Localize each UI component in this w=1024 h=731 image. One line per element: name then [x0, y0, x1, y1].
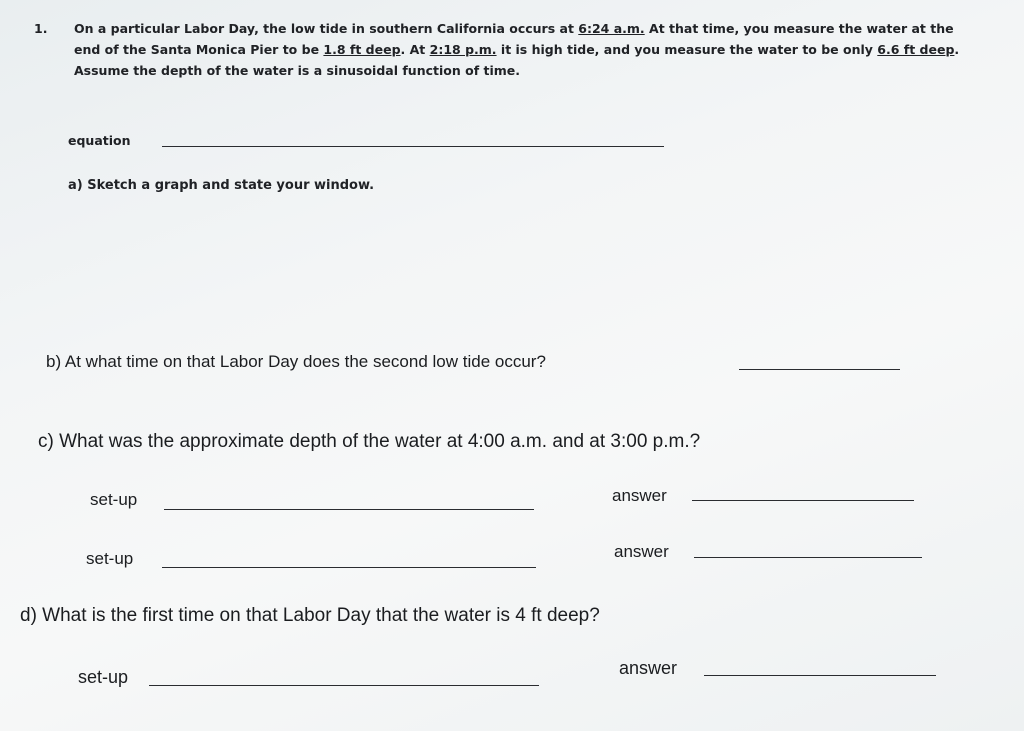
problem-text-part: . At	[400, 42, 430, 57]
part-c-answer-blank-2[interactable]	[694, 557, 922, 558]
problem-text-part: it is high tide, and you measure the water to be only	[496, 42, 878, 57]
part-b-question: b) At what time on that Labor Day does the second low tide occur?	[46, 352, 546, 371]
part-d-answer-label: answer	[619, 658, 678, 678]
problem-statement	[34, 18, 994, 81]
part-c-answer-label-2: answer	[614, 542, 669, 561]
high-tide-depth: 6.6 ft deep	[877, 42, 955, 57]
part-b-answer-blank[interactable]	[739, 369, 900, 370]
problem-text-part: . Assume the depth of the water is a sinusoidal function of time.	[74, 42, 960, 78]
problem-number: 1.	[34, 21, 48, 36]
equation-label: equation	[68, 133, 131, 148]
part-d-question: d) What is the first time on that Labor Day that the water is 4 ft deep?	[20, 605, 600, 626]
part-a-question: a) Sketch a graph and state your window.	[68, 178, 375, 193]
low-tide-time: 6:24 a.m.	[578, 21, 645, 36]
part-c-answer-blank-1[interactable]	[692, 500, 914, 501]
equation-blank[interactable]	[162, 146, 664, 147]
problem-text	[74, 18, 984, 81]
part-c-setup-blank-2[interactable]	[162, 567, 536, 568]
high-tide-time: 2:18 p.m.	[429, 42, 497, 57]
low-tide-depth: 1.8 ft deep	[323, 42, 401, 57]
part-d-setup-blank[interactable]	[149, 685, 539, 686]
part-c-setup-blank-1[interactable]	[164, 509, 534, 510]
part-d-setup-label: set-up	[78, 667, 129, 687]
problem-text-part: On a particular Labor Day, the low tide in southern California occurs at	[74, 21, 579, 36]
part-d-answer-blank[interactable]	[704, 675, 936, 676]
part-c-setup-label-1: set-up	[90, 490, 138, 509]
part-c-answer-label-1: answer	[612, 486, 667, 505]
part-c-setup-label-2: set-up	[86, 549, 134, 568]
problem-text-part: At that time, you measure the water at the end of the Santa Monica Pier to be	[74, 21, 954, 57]
part-c-question: c) What was the approximate depth of the water at 4:00 a.m. and at 3:00 p.m.?	[38, 431, 701, 452]
